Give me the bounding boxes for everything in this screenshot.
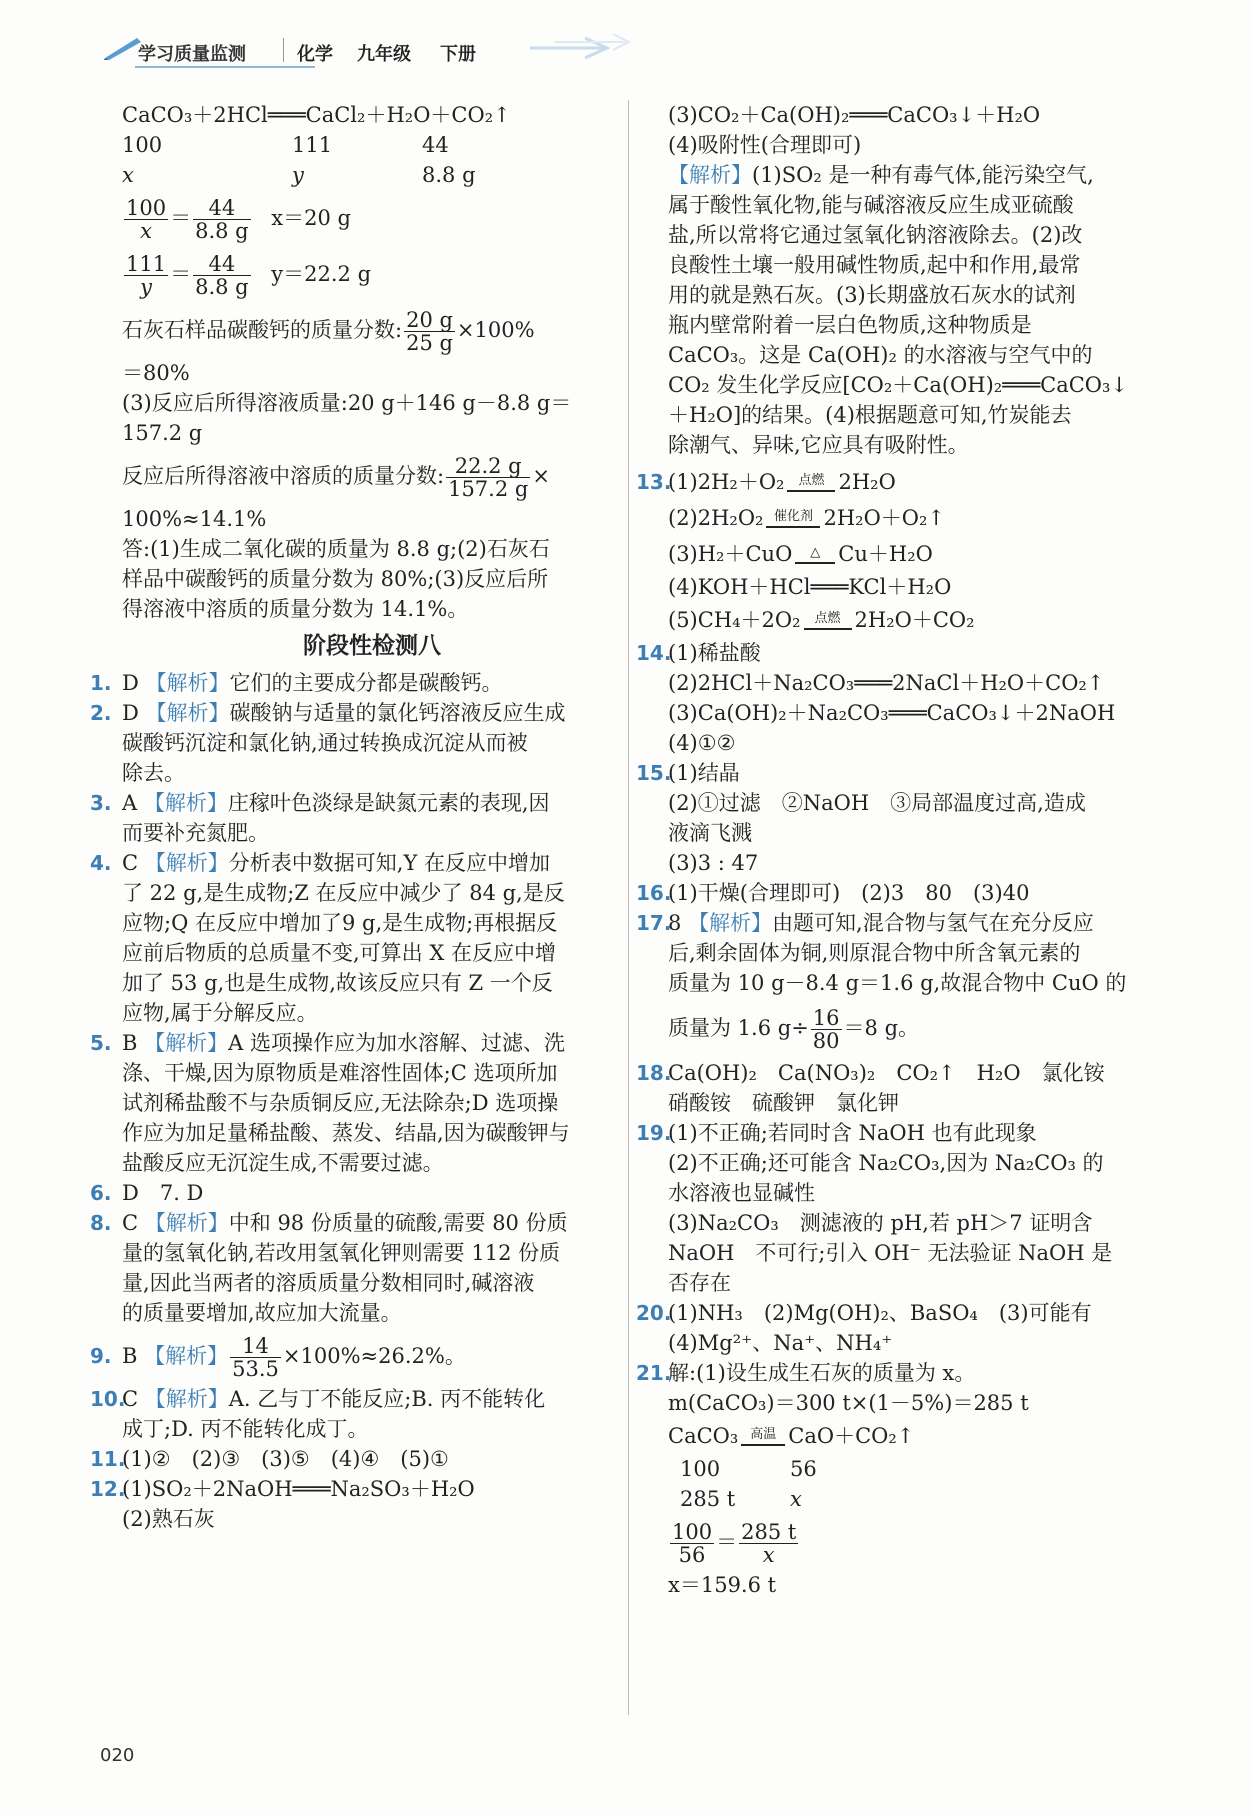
analysis-tag: 【解析】 xyxy=(144,1344,229,1368)
analysis-tag: 【解析】 xyxy=(143,791,228,815)
text-line: 液滴飞溅 xyxy=(668,821,752,845)
fraction xyxy=(124,253,168,298)
text: (1)结晶 xyxy=(668,761,740,785)
question-20 xyxy=(636,1298,1168,1328)
question-number: 16. xyxy=(636,881,672,905)
result: 100%≈14.1% xyxy=(122,507,267,531)
text-line xyxy=(668,998,1168,1058)
ratio-cell: x xyxy=(122,163,134,187)
text: (1)SO₂ 是一种有毒气体,能污染空气, xyxy=(752,163,1094,187)
text-line: 除潮气、异味,它应具有吸附性。 xyxy=(668,433,969,457)
equation-left: (2)2H₂O₂ xyxy=(668,506,764,530)
question-number: 15. xyxy=(636,761,672,785)
text: Ca(OH)₂ Ca(NO₃)₂ CO₂↑ H₂O 氯化铵 xyxy=(668,1061,1105,1085)
analysis-tag: 【解析】 xyxy=(144,1211,229,1235)
text-line: 了 22 g,是生成物;Z 在反应中减少了 84 g,是反 xyxy=(122,881,565,905)
text-line: NaOH 不可行;引入 OH⁻ 无法验证 NaOH 是 xyxy=(668,1241,1113,1265)
header-volume: 下册 xyxy=(440,44,476,65)
question-number: 9. xyxy=(90,1344,112,1368)
question-12 xyxy=(90,1474,622,1504)
equation-caco3-hcl: CaCO₃＋2HCl═══CaCl₂＋H₂O＋CO₂↑ xyxy=(122,103,511,127)
condition-text: △ xyxy=(810,545,821,560)
text-line: ＋H₂O]的结果。(4)根据题意可知,竹炭能去 xyxy=(668,403,1072,427)
text-line: 应物,属于分解反应。 xyxy=(122,1001,318,1025)
fraction-denominator: 56 xyxy=(678,1543,706,1567)
equation-line: (4)KOH＋HCl═══KCl＋H₂O xyxy=(668,575,952,599)
fraction-denominator: 53.5 xyxy=(232,1357,279,1381)
result: x＝20 g xyxy=(271,206,351,230)
equation-line xyxy=(668,500,1168,536)
text-line: m(CaCO₃)＝300 t×(1－5%)＝285 t xyxy=(668,1391,1029,1415)
reaction-condition xyxy=(741,1428,785,1454)
fraction-denominator: y xyxy=(140,275,152,299)
analysis-tag: 【解析】 xyxy=(144,1387,229,1411)
question-5 xyxy=(90,1028,622,1058)
result: y＝22.2 g xyxy=(271,262,372,286)
proportion-x: $\frac{100}{x}$ ＝ $\frac{44}{8.8 g}$ x＝20 g xyxy=(126,196,351,243)
text-line: 的质量要增加,故应加大流量。 xyxy=(122,1301,402,1325)
left-column xyxy=(90,100,622,1534)
page-header xyxy=(95,30,1175,70)
text-line: 涤、干燥,因为原物质是难溶性固体;C 选项所加 xyxy=(122,1061,558,1085)
text-line: 应前后物质的总质量不变,可算出 X 在反应中增 xyxy=(122,941,556,965)
question-number: 3. xyxy=(90,791,112,815)
question-19 xyxy=(636,1118,1168,1148)
question-number: 17. xyxy=(636,911,672,935)
text: ×100%≈26.2%。 xyxy=(282,1344,466,1368)
question-8 xyxy=(90,1208,622,1238)
text: 它们的主要成分都是碳酸钙。 xyxy=(229,671,503,695)
answer-line: 答:(1)生成二氧化碳的质量为 8.8 g;(2)石灰石 xyxy=(122,537,550,561)
reaction-condition xyxy=(787,474,835,500)
equation-right: 2H₂O＋O₂↑ xyxy=(823,506,946,530)
question-14 xyxy=(636,638,1168,668)
question-number: 10. xyxy=(90,1387,126,1411)
analysis-tag: 【解析】 xyxy=(144,1031,229,1055)
text: 中和 98 份质量的硫酸,需要 80 份质 xyxy=(228,1211,568,1235)
text: × xyxy=(532,464,550,488)
condition-text: 高温 xyxy=(750,1427,777,1442)
ratio-row xyxy=(122,130,622,160)
question-number: 13. xyxy=(636,470,672,494)
question-6-7 xyxy=(90,1178,622,1208)
answer-letter: B xyxy=(122,1031,138,1055)
analysis-line xyxy=(668,160,1168,190)
equation-left: (1)2H₂＋O₂ xyxy=(668,470,785,494)
text-line: 质量为 10 g－8.4 g＝1.6 g,故混合物中 CuO 的 xyxy=(668,971,1127,995)
equation-line xyxy=(668,602,1168,638)
question-number: 12. xyxy=(90,1477,126,1501)
text-line: 量,因此当两者的溶质质量分数相同时,碱溶液 xyxy=(122,1271,535,1295)
fraction-numerator: 111 xyxy=(126,252,167,276)
analysis-tag: 【解析】 xyxy=(145,701,230,725)
ratio-cell: 56 xyxy=(790,1457,817,1481)
equation-left: CaCO₃ xyxy=(668,1424,739,1448)
ratio-cell: y xyxy=(292,163,304,187)
text-line: 良酸性土壤一般用碱性物质,起中和作用,最常 xyxy=(668,253,1081,277)
answer-letter: C xyxy=(122,1211,139,1235)
text-line: (2)①过滤 ②NaOH ③局部温度过高,造成 xyxy=(668,791,1086,815)
fraction-denominator: 8.8 g xyxy=(195,275,249,299)
reaction-condition xyxy=(804,612,852,638)
right-column xyxy=(636,100,1168,1600)
text: (1)② (2)③ (3)⑤ (4)④ (5)① xyxy=(122,1447,449,1471)
text-line: 试剂稀盐酸不与杂质铜反应,无法除杂;D 选项操 xyxy=(122,1091,559,1115)
condition-text: 点燃 xyxy=(814,611,841,626)
text: ＝8 g。 xyxy=(843,1016,920,1040)
equation-line: (2)2HCl＋Na₂CO₃═══2NaCl＋H₂O＋CO₂↑ xyxy=(668,671,1105,695)
header-underline xyxy=(135,66,315,68)
analysis-tag: 【解析】 xyxy=(688,911,773,935)
text-line: 除去。 xyxy=(122,761,185,785)
equation-left: (3)H₂＋CuO xyxy=(668,542,793,566)
question-21 xyxy=(636,1358,1168,1388)
reaction-condition xyxy=(795,546,835,572)
question-1 xyxy=(90,668,622,698)
header-divider xyxy=(283,38,284,62)
question-10 xyxy=(90,1384,622,1414)
text: 庄稼叶色淡绿是缺氮元素的表现,因 xyxy=(227,791,550,815)
text-line: 否存在 xyxy=(668,1271,731,1295)
condition-text: 催化剂 xyxy=(773,509,813,524)
question-number: 18. xyxy=(636,1061,672,1085)
question-number: 11. xyxy=(90,1447,126,1471)
reaction-condition xyxy=(766,510,820,536)
answer-letter: D xyxy=(122,701,139,725)
question-number: 20. xyxy=(636,1301,672,1325)
fraction-denominator: 157.2 g xyxy=(448,477,529,501)
equation-left: (5)CH₄＋2O₂ xyxy=(668,608,801,632)
question-16 xyxy=(636,878,1168,908)
question-18 xyxy=(636,1058,1168,1088)
fraction-numerator: 285 t xyxy=(741,1520,797,1544)
text-line: 瓶内壁常附着一层白色物质,这种物质是 xyxy=(668,313,1032,337)
text: 解:(1)设生成生石灰的质量为 x。 xyxy=(668,1361,976,1385)
text: D 7. D xyxy=(122,1181,204,1205)
text-line: 属于酸性氧化物,能与碱溶液反应生成亚硫酸 xyxy=(668,193,1074,217)
text-line: 作应为加足量稀盐酸、蒸发、结晶,因为碳酸钾与 xyxy=(122,1121,570,1145)
text-line: 157.2 g xyxy=(122,421,203,445)
fraction-denominator: 8.8 g xyxy=(195,219,249,243)
question-number: 8. xyxy=(90,1211,112,1235)
question-17 xyxy=(636,908,1168,938)
text-line: 量的氢氧化钠,若改用氢氧化钾则需要 112 份质 xyxy=(122,1241,561,1265)
fraction-numerator: 14 xyxy=(230,1335,281,1358)
question-2 xyxy=(90,698,622,728)
fraction-denominator: 80 xyxy=(812,1029,840,1053)
equation-line: (3)Ca(OH)₂＋Na₂CO₃═══CaCO₃↓＋2NaOH xyxy=(668,701,1116,725)
proportion-y: $\frac{111}{y}$ ＝ $\frac{44}{8.8 g}$ y＝22.2 g xyxy=(126,252,372,299)
text-line: (3)Na₂CO₃ 测滤液的 pH,若 pH＞7 证明含 xyxy=(668,1211,1093,1235)
ratio-row xyxy=(668,1484,1168,1514)
text-line: (3)CO₂＋Ca(OH)₂═══CaCO₃↓＋H₂O xyxy=(668,103,1041,127)
fraction-numerator: 20 g xyxy=(406,308,453,332)
text: ×100% xyxy=(456,318,535,342)
ratio-cell: 285 t xyxy=(680,1487,736,1511)
fraction xyxy=(193,253,251,298)
equation-right: CaO＋CO₂↑ xyxy=(788,1424,915,1448)
equation-right: Cu＋H₂O xyxy=(838,542,933,566)
text-line: 盐,所以常将它通过氢氧化钠溶液除去。(2)改 xyxy=(668,223,1083,247)
answer-letter: D xyxy=(122,671,139,695)
fraction xyxy=(230,1335,281,1380)
fraction-numerator: 44 xyxy=(193,253,251,276)
fraction xyxy=(404,309,455,354)
fraction xyxy=(193,197,251,242)
fraction-denominator: x xyxy=(762,1543,775,1567)
text-line: (2)熟石灰 xyxy=(122,1507,215,1531)
answer-letter: C xyxy=(122,851,139,875)
ratio-row xyxy=(122,160,622,190)
equation-line xyxy=(668,1418,1168,1454)
decorative-arrows-icon xyxy=(525,30,645,66)
text-line: 后,剩余固体为铜,则原混合物中所含氧元素的 xyxy=(668,941,1081,965)
question-number: 21. xyxy=(636,1361,672,1385)
text-line: 用的就是熟石灰。(3)长期盛放石灰水的试剂 xyxy=(668,283,1076,307)
text-line: 硝酸铵 硫酸钾 氯化钾 xyxy=(668,1091,899,1115)
text-line: (2)不正确;还可能含 Na₂CO₃,因为 Na₂CO₃ 的 xyxy=(668,1151,1104,1175)
analysis-tag: 【解析】 xyxy=(145,671,230,695)
column-divider xyxy=(628,100,629,1715)
fraction-numerator: 100 xyxy=(126,196,167,220)
section-title: 阶段性检测八 xyxy=(303,633,441,659)
text-line: CaCO₃。这是 Ca(OH)₂ 的水溶液与空气中的 xyxy=(668,343,1093,367)
text: 由题可知,混合物与氢气在充分反应 xyxy=(772,911,1094,935)
text-line: 盐酸反应无沉淀生成,不需要过滤。 xyxy=(122,1151,444,1175)
text: (1)NH₃ (2)Mg(OH)₂、BaSO₄ (3)可能有 xyxy=(668,1301,1092,1325)
result: ＝80% xyxy=(122,361,190,385)
ratio-cell: 100 xyxy=(680,1457,721,1481)
question-4 xyxy=(90,848,622,878)
fraction-numerator: 100 xyxy=(672,1520,713,1544)
equation-right: 2H₂O xyxy=(838,470,896,494)
ratio-cell: 44 xyxy=(422,133,449,157)
question-number: 5. xyxy=(90,1031,112,1055)
equation-line xyxy=(668,536,1168,572)
question-number: 2. xyxy=(90,701,112,725)
ratio-cell: 111 xyxy=(292,133,333,157)
fraction xyxy=(739,1521,798,1566)
proportion: $\frac{100}{56}$ ＝ $\frac{285 t}{x}$ xyxy=(672,1520,797,1567)
question-9 xyxy=(90,1328,622,1384)
fraction-numerator: 44 xyxy=(193,197,251,220)
text-line: (4)吸附性(合理即可) xyxy=(668,133,862,157)
solute-fraction-line xyxy=(122,448,622,504)
mass-fraction-line xyxy=(122,302,622,358)
text-line: (3)反应后所得溶液质量:20 g＋146 g－8.8 g＝ xyxy=(122,391,572,415)
ratio-cell: 100 xyxy=(122,133,163,157)
ratio-cell: x xyxy=(790,1487,802,1511)
condition-text: 点燃 xyxy=(798,473,825,488)
question-11 xyxy=(90,1444,622,1474)
text-line: 碳酸钙沉淀和氯化钠,通过转换成沉淀从而被 xyxy=(122,731,528,755)
text: (1)SO₂＋2NaOH═══Na₂SO₃＋H₂O xyxy=(122,1477,475,1501)
text: 反应后所得溶液中溶质的质量分数: xyxy=(122,464,445,488)
ratio-row xyxy=(668,1454,1168,1484)
fraction xyxy=(811,1007,842,1052)
text: 质量为 1.6 g÷ xyxy=(668,1016,809,1040)
fraction xyxy=(670,1521,714,1566)
text: (1)不正确;若同时含 NaOH 也有此现象 xyxy=(668,1121,1037,1145)
answer-letter: C xyxy=(122,1387,139,1411)
text-line: (3)3 : 47 xyxy=(668,851,759,875)
question-number: 1. xyxy=(90,671,112,695)
answer-line: 样品中碳酸钙的质量分数为 80%;(3)反应后所 xyxy=(122,567,549,591)
header-subject: 化学 xyxy=(297,44,333,65)
question-13 xyxy=(636,464,1168,500)
text-line: CO₂ 发生化学反应[CO₂＋Ca(OH)₂═══CaCO₃↓ xyxy=(668,373,1129,397)
equation-right: 2H₂O＋CO₂ xyxy=(854,608,975,632)
answer-letter: A xyxy=(122,791,138,815)
answer-letter: B xyxy=(122,1344,138,1368)
text: 碳酸钠与适量的氯化钙溶液反应生成 xyxy=(229,701,566,725)
analysis-tag: 【解析】 xyxy=(144,851,229,875)
text: 石灰石样品碳酸钙的质量分数: xyxy=(122,318,403,342)
text-line: 应物;Q 在反应中增加了9 g,是生成物;再根据反 xyxy=(122,911,558,935)
text: A 选项操作应为加水溶解、过滤、洗 xyxy=(228,1031,565,1055)
analysis-tag: 【解析】 xyxy=(668,163,752,187)
answer-letter: 8 xyxy=(668,911,682,935)
question-15 xyxy=(636,758,1168,788)
text: (1)干燥(合理即可) (2)3 80 (3)40 xyxy=(668,881,1030,905)
text-line: 水溶液也显碱性 xyxy=(668,1181,815,1205)
question-number: 19. xyxy=(636,1121,672,1145)
text-line: (4)①② xyxy=(668,731,736,755)
question-3 xyxy=(90,788,622,818)
question-number: 14. xyxy=(636,641,672,665)
ratio-cell: 8.8 g xyxy=(422,163,476,187)
text: 分析表中数据可知,Y 在反应中增加 xyxy=(228,851,550,875)
fraction-numerator: 16 xyxy=(812,1006,840,1030)
header-series: 学习质量监测 xyxy=(138,44,246,65)
text: A. 乙与丁不能反应;B. 丙不能转化 xyxy=(228,1387,546,1411)
fraction xyxy=(124,197,168,242)
text-line: 而要补充氮肥。 xyxy=(122,821,269,845)
question-number: 6. xyxy=(90,1181,112,1205)
question-number: 4. xyxy=(90,851,112,875)
text: (1)稀盐酸 xyxy=(668,641,761,665)
fraction-denominator: 25 g xyxy=(406,331,453,355)
result: x＝159.6 t xyxy=(668,1573,777,1597)
text-line: (4)Mg²⁺、Na⁺、NH₄⁺ xyxy=(668,1331,893,1355)
fraction-denominator: x xyxy=(140,219,152,243)
text-line: 成丁;D. 丙不能转化成丁。 xyxy=(122,1417,369,1441)
fraction xyxy=(446,455,530,500)
answer-line: 得溶液中溶质的质量分数为 14.1%。 xyxy=(122,597,469,621)
page-number: 020 xyxy=(100,1745,135,1766)
text-line: 加了 53 g,也是生成物,故该反应只有 Z 一个反 xyxy=(122,971,553,995)
fraction-numerator: 22.2 g xyxy=(446,455,530,478)
header-grade: 九年级 xyxy=(357,44,411,65)
